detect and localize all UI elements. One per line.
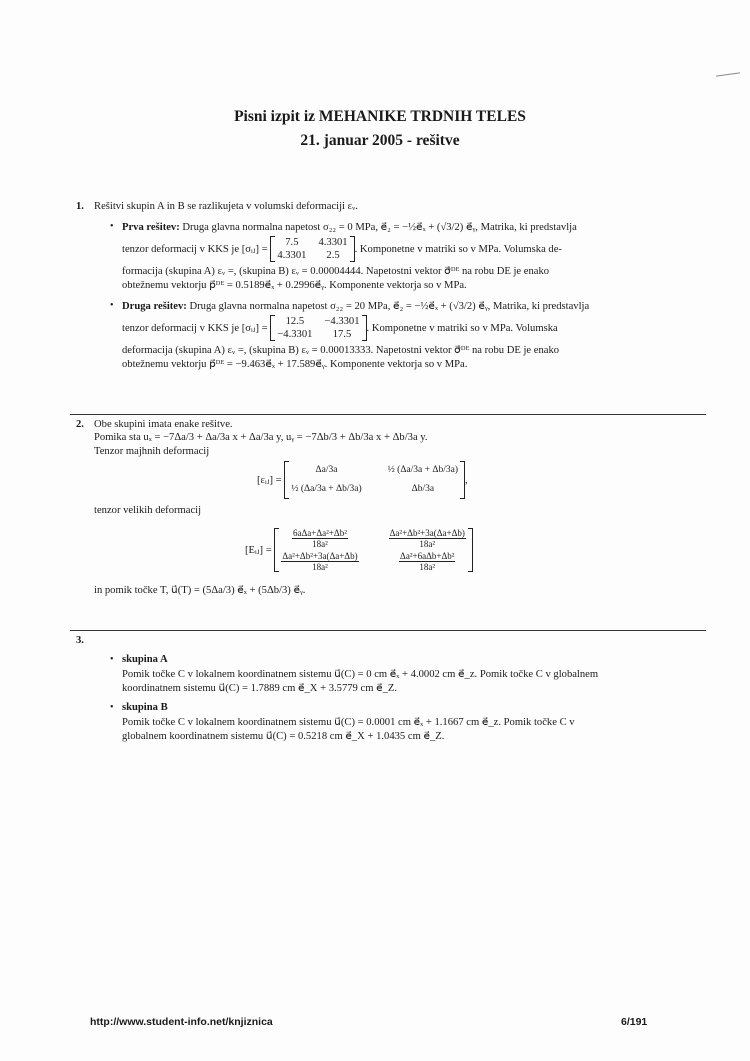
- group-b-line-1: Pomik točke C v lokalnem koordinatnem sistemu u⃗(C) = 0.0001 cm e⃗ₓ + 1.1667 cm e⃗_z. Pomik točke C v: [122, 717, 575, 728]
- page-subtitle: 21. januar 2005 - rešitve: [300, 132, 460, 149]
- solution-2-line-1: [122, 300, 589, 312]
- matrix-cell: 12.5: [285, 316, 305, 327]
- matrix: [274, 528, 473, 572]
- group-b-line-2: globalnem koordinatnem sistemu u⃗(C) = 0.5218 cm e⃗_X + 1.0435 cm e⃗_Z.: [122, 731, 445, 742]
- matrix-cell: 4.3301: [318, 237, 348, 248]
- text: . Komponetne v matriki so v MPa. Volumska de-: [354, 243, 562, 255]
- displacements: Pomika sta uₓ = −7Δa/3 + Δa/3a x + Δa/3a y, uᵧ = −7Δb/3 + Δb/3a x + Δb/3a y.: [94, 432, 428, 443]
- matrix-cell: Δb/3a: [411, 484, 435, 494]
- displacement-T: in pomik točke T, u⃗(T) = (5Δa/3) e⃗ₓ + (5Δb/3) e⃗ᵧ.: [94, 585, 306, 596]
- large-strain-tensor: [245, 528, 473, 572]
- text: Druga glavna normalna napetost σ₂₂ = 20 MPa, e⃗₂ = −½e⃗ₓ + (√3/2) e⃗ᵧ, Matrika, ki predstavlja: [189, 301, 590, 312]
- matrix-cell: 17.5: [332, 329, 352, 340]
- solution-1-line-1: [122, 221, 577, 233]
- denominator: 18a²: [312, 539, 328, 549]
- matrix-cell: 4.3301: [277, 250, 307, 261]
- matrix: [284, 461, 465, 499]
- denominator: 18a²: [419, 562, 436, 572]
- matrix-cell: 2.5: [326, 250, 340, 261]
- text: Druga glavna normalna napetost σ₂₂ = 0 MPa, e⃗₂ = −½e⃗ₓ + (√3/2) e⃗ᵧ, Matrika, ki predstavlja: [182, 222, 577, 233]
- group-a-label: skupina A: [122, 654, 168, 665]
- text: . Komponetne v matriki so v MPa. Volumska: [366, 322, 558, 334]
- stress-matrix: [270, 236, 354, 262]
- matrix-cell: [389, 528, 466, 549]
- denominator: 18a²: [419, 539, 436, 549]
- footer-url: http://www.student-info.net/knjiznica: [90, 1016, 273, 1028]
- bullet-icon: •: [110, 221, 114, 232]
- page-number: 6/191: [621, 1016, 648, 1028]
- divider: [70, 630, 706, 631]
- text: tenzor deformacij v KKS je [σᵢⱼ] =: [122, 244, 268, 255]
- solution-2-line-2: [122, 315, 558, 341]
- solution-1-line-3: formacija (skupina A) εᵥ =, (skupina B) εᵥ = 0.00004444. Napetostni vektor σ⃗ᴰᴱ na robu DE je enako: [122, 266, 550, 277]
- section-text: tenzor velikih deformacij: [94, 505, 202, 516]
- group-a-line-2: koordinatnem sistemu u⃗(C) = 1.7889 cm e⃗_X + 3.5779 cm e⃗_Z.: [122, 683, 398, 694]
- solution-2-line-4: obtežnemu vektorju p⃗ᴰᴱ = −9.463e⃗ₓ + 17.589e⃗ᵧ. Komponente vektorja so v MPa.: [122, 359, 468, 370]
- matrix-cell: ½ (Δa/3a + Δb/3a): [291, 484, 362, 494]
- group-a-line-1: Pomik točke C v lokalnem koordinatnem sistemu u⃗(C) = 0 cm e⃗ₓ + 4.0002 cm e⃗_z. Pomik točke C v globalnem: [122, 669, 599, 680]
- numerator: Δa²+Δb²+3a(Δa+Δb): [282, 551, 358, 561]
- solution-1-line-4: obtežnemu vektorju p⃗ᴰᴱ = 0.5189e⃗ₓ + 0.2996e⃗ᵧ. Komponente vektorja so v MPa.: [122, 280, 467, 291]
- numerator: Δa²+6aΔb+Δb²: [400, 551, 455, 561]
- section-text: Tenzor majhnih deformacij: [94, 446, 210, 457]
- text: ,: [465, 474, 468, 486]
- bullet-icon: •: [110, 654, 114, 665]
- denominator: 18a²: [312, 562, 328, 572]
- stress-matrix: [270, 315, 366, 341]
- matrix-cell: [281, 528, 358, 549]
- section-number: 1.: [76, 201, 84, 212]
- page-title: Pisni izpit iz MEHANIKE TRDNIH TELES: [234, 108, 526, 125]
- section-number: 2.: [76, 419, 84, 430]
- matrix-label: [Eᵢⱼ] =: [245, 545, 272, 556]
- bullet-icon: •: [110, 702, 114, 713]
- section-text: Obe skupini imata enake rešitve.: [94, 419, 233, 430]
- section-intro: Rešitvi skupin A in B se razlikujeta v volumski deformaciji εᵥ.: [94, 201, 358, 212]
- matrix-cell: ½ (Δa/3a + Δb/3a): [387, 465, 459, 475]
- solution-label: Prva rešitev:: [122, 222, 180, 233]
- matrix-cell: [281, 551, 358, 572]
- matrix-cell: Δa/3a: [315, 465, 338, 475]
- scan-mark: [716, 72, 740, 76]
- solution-2-line-3: deformacija (skupina A) εᵥ =, (skupina B) εᵥ = 0.00013333. Napetostni vektor σ⃗ᴰᴱ na robu DE je enako: [122, 345, 560, 356]
- matrix-cell: 7.5: [285, 237, 299, 248]
- matrix-label: [εᵢⱼ] =: [257, 475, 282, 486]
- numerator: Δa²+Δb²+3a(Δa+Δb): [389, 528, 465, 538]
- matrix-cell: −4.3301: [277, 329, 313, 340]
- text: tenzor deformacij v KKS je [σᵢⱼ] =: [122, 323, 268, 334]
- section-number: 3.: [76, 635, 84, 646]
- numerator: 6aΔa+Δa²+Δb²: [293, 528, 347, 538]
- small-strain-tensor: [257, 461, 468, 499]
- solution-label: Druga rešitev:: [122, 301, 187, 312]
- solution-1-line-2: [122, 236, 562, 262]
- matrix-cell: [389, 551, 466, 572]
- bullet-icon: •: [110, 300, 114, 311]
- divider: [70, 414, 706, 415]
- group-b-label: skupina B: [122, 702, 168, 713]
- matrix-cell: −4.3301: [324, 316, 360, 327]
